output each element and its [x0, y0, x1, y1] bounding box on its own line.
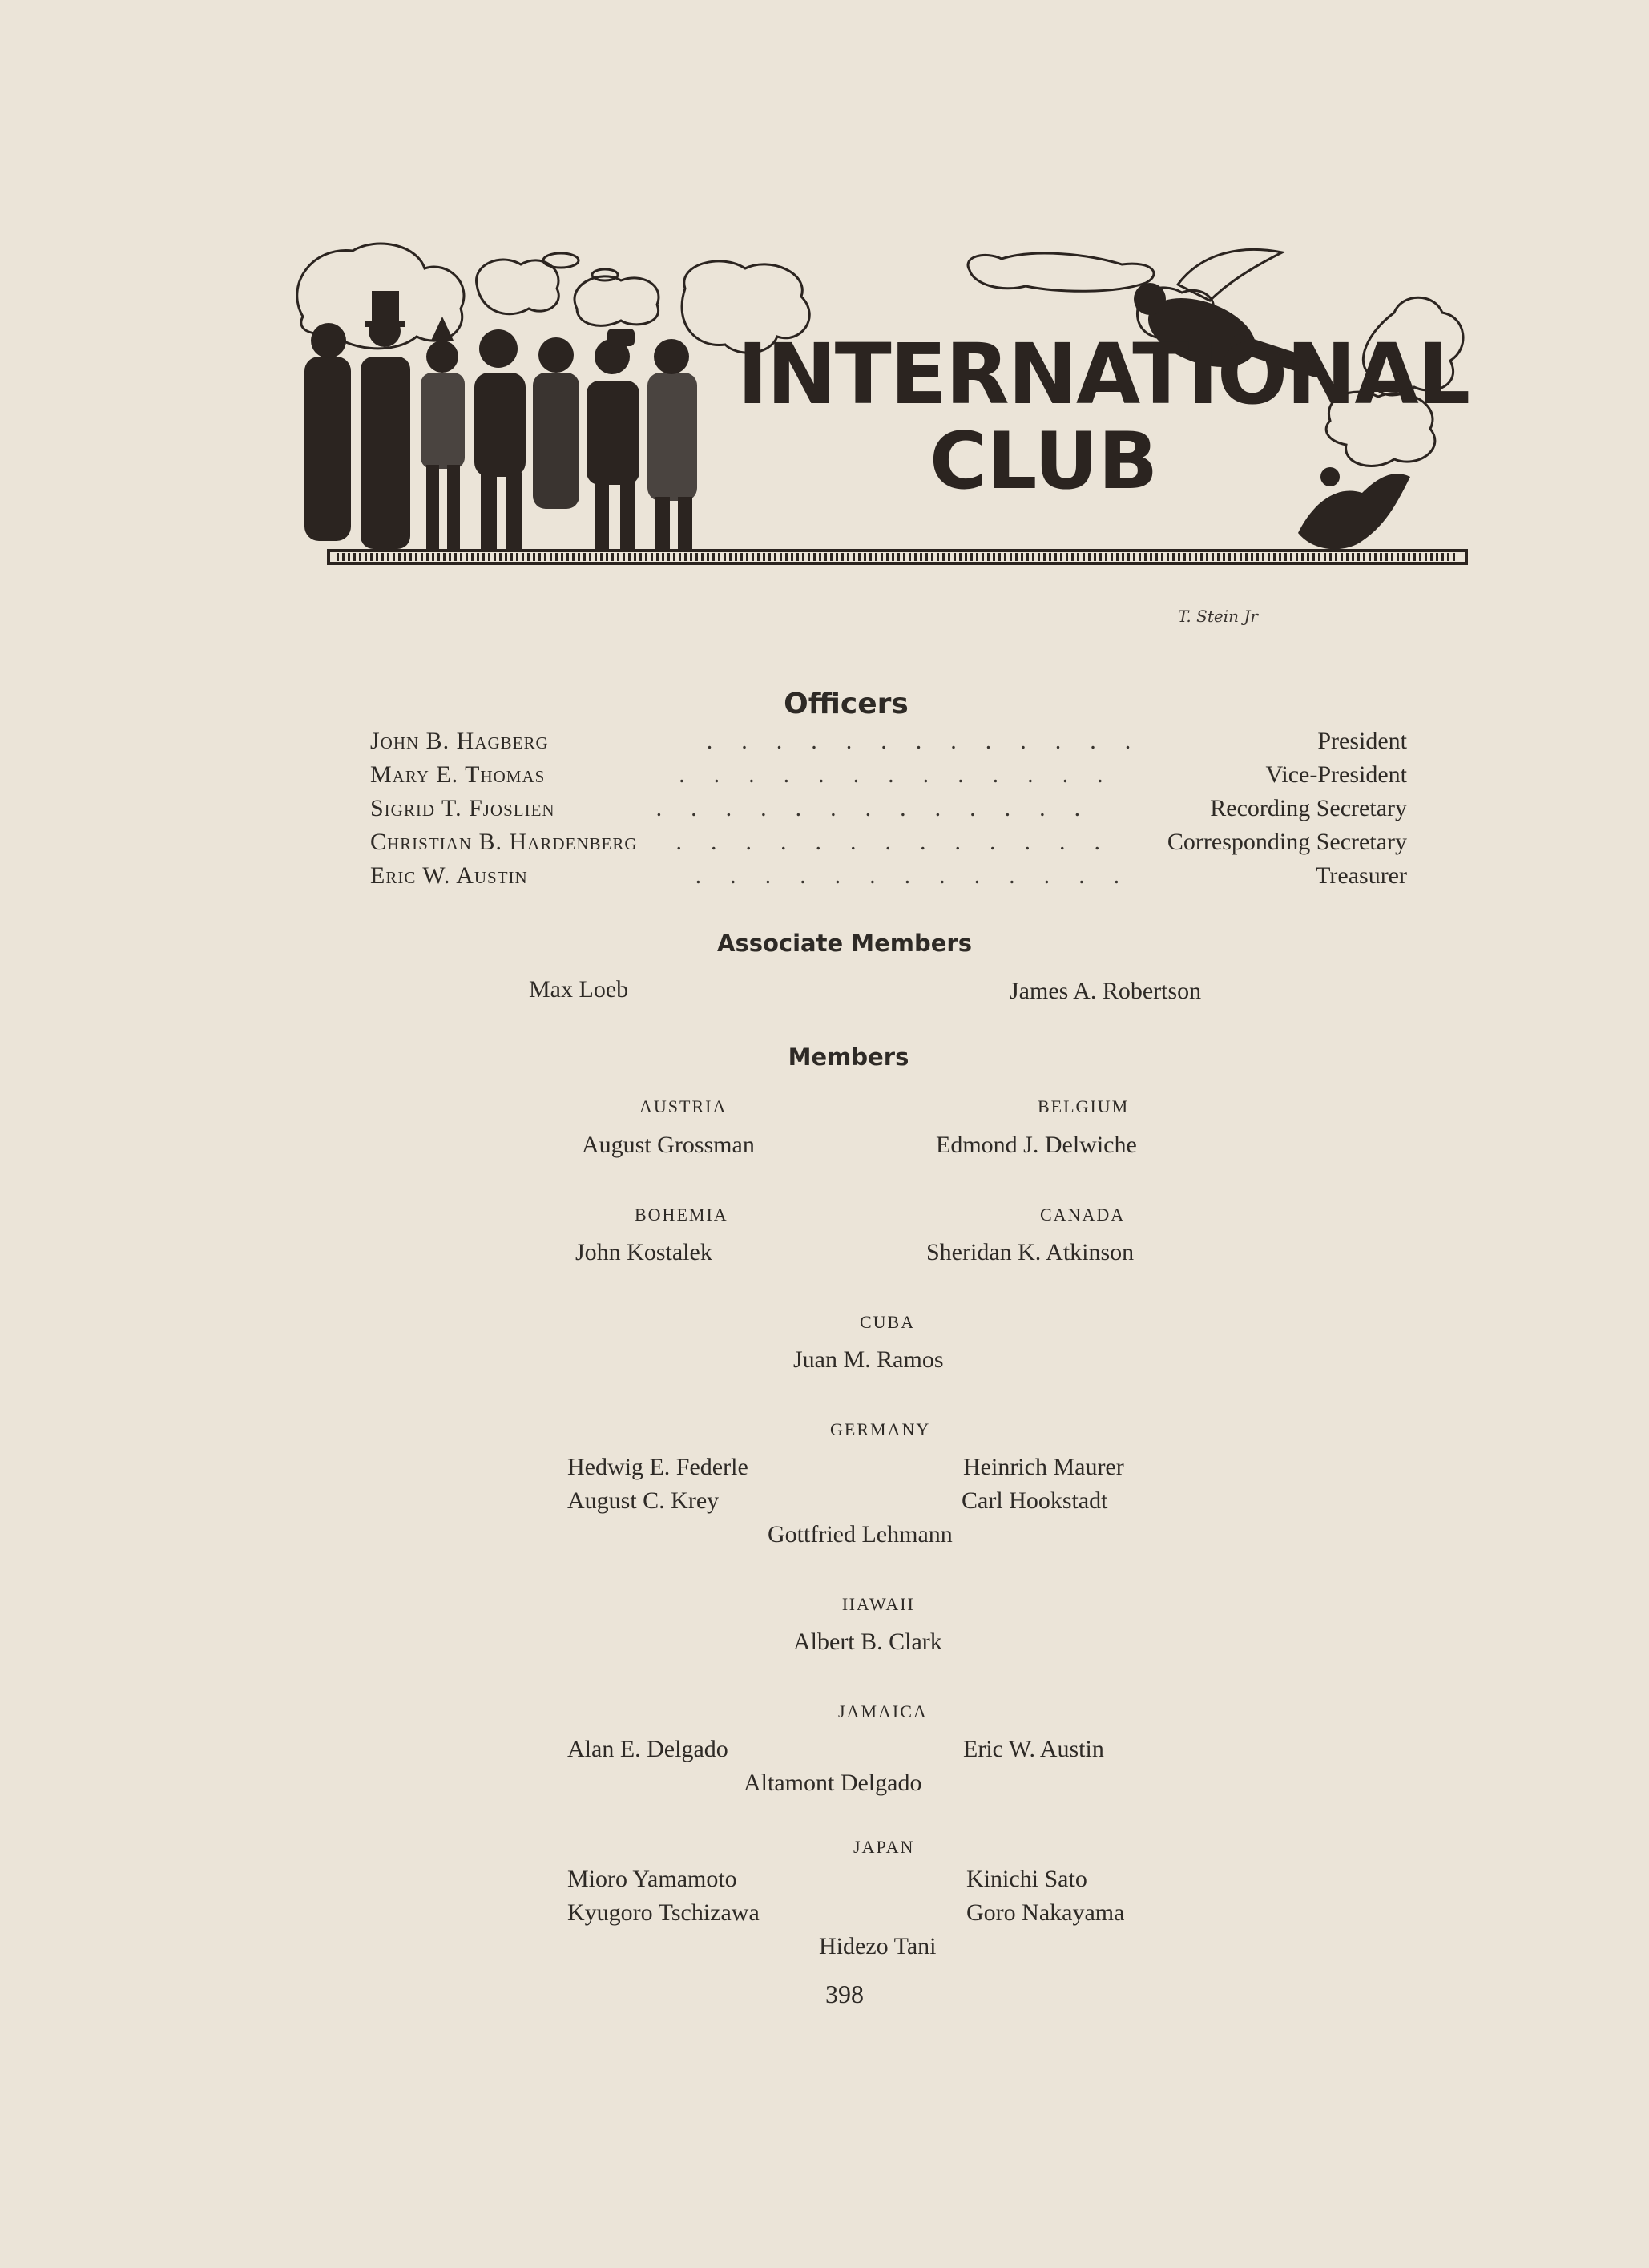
country-label-germany: GERMANY [830, 1419, 931, 1439]
member-name: August C. Krey [567, 1487, 720, 1514]
member-name: Carl Hookstadt [962, 1487, 1108, 1514]
associate-member-name: James A. Robertson [1010, 978, 1202, 1004]
officers-list [370, 728, 1407, 896]
officer-role: Treasurer [1316, 862, 1407, 889]
country-label-cuba: CUBA [860, 1312, 916, 1332]
member-name: Altamont Delgado [744, 1770, 922, 1796]
dot-leader: ............. [675, 829, 1129, 855]
officer-role: President [1317, 728, 1407, 754]
member-name: Juan M. Ramos [793, 1346, 944, 1373]
member-name: Albert B. Clark [793, 1628, 942, 1655]
members-heading: Members [788, 1043, 909, 1071]
dot-leader: ............. [655, 795, 1110, 821]
header-illustration [288, 236, 1490, 626]
associate-members-heading: Associate Members [717, 930, 972, 957]
country-label-bohemia: BOHEMIA [635, 1205, 728, 1225]
officer-row [370, 795, 1407, 829]
officer-row [370, 728, 1407, 761]
officer-name: Christian B. Hardenberg [370, 829, 638, 855]
country-label-jamaica: JAMAICA [838, 1701, 928, 1721]
page-number: 398 [825, 1979, 864, 2008]
member-name: Heinrich Maurer [963, 1454, 1124, 1480]
officer-name: Sigrid T. Fjoslien [370, 795, 555, 821]
member-name: Goro Nakayama [966, 1899, 1125, 1926]
country-label-belgium: BELGIUM [1038, 1096, 1130, 1116]
member-name: Eric W. Austin [963, 1736, 1104, 1762]
dot-leader: ............. [695, 862, 1149, 889]
member-name: John Kostalek [575, 1239, 712, 1265]
country-label-austria: AUSTRIA [639, 1096, 728, 1116]
country-label-japan: JAPAN [853, 1837, 915, 1857]
club-title-club: CLUB [929, 416, 1159, 507]
dot-leader: ............. [706, 728, 1160, 754]
officer-role: Recording Secretary [1210, 795, 1407, 821]
country-label-hawaii: HAWAII [842, 1594, 915, 1614]
dot-leader: ............. [679, 761, 1132, 788]
officer-row [370, 829, 1407, 862]
member-name: August Grossman [582, 1132, 755, 1158]
member-name: Hidezo Tani [819, 1933, 937, 1959]
member-name: Edmond J. Delwiche [936, 1132, 1137, 1158]
officer-name: John B. Hagberg [370, 728, 549, 754]
officer-role: Vice-President [1265, 761, 1407, 788]
country-label-canada: CANADA [1040, 1205, 1126, 1225]
officer-row [370, 862, 1407, 896]
officer-row [370, 761, 1407, 795]
member-name: Hedwig E. Federle [567, 1454, 748, 1480]
member-name: Kyugoro Tschizawa [567, 1899, 760, 1926]
artist-signature: T. Stein Jr [1178, 607, 1258, 626]
officer-role: Corresponding Secretary [1167, 829, 1407, 855]
member-name: Sheridan K. Atkinson [926, 1239, 1135, 1265]
member-name: Alan E. Delgado [567, 1736, 728, 1762]
club-title-international: INTERNATIONAL [737, 325, 1470, 423]
member-name: Mioro Yamamoto [567, 1866, 737, 1892]
member-name: Kinichi Sato [966, 1866, 1087, 1892]
officer-name: Mary E. Thomas [370, 761, 546, 788]
caricature-procession-illustration [288, 236, 1490, 621]
officer-name: Eric W. Austin [370, 862, 528, 889]
member-name: Gottfried Lehmann [768, 1521, 953, 1548]
officers-heading: Officers [784, 688, 909, 720]
associate-member-name: Max Loeb [529, 976, 629, 1003]
